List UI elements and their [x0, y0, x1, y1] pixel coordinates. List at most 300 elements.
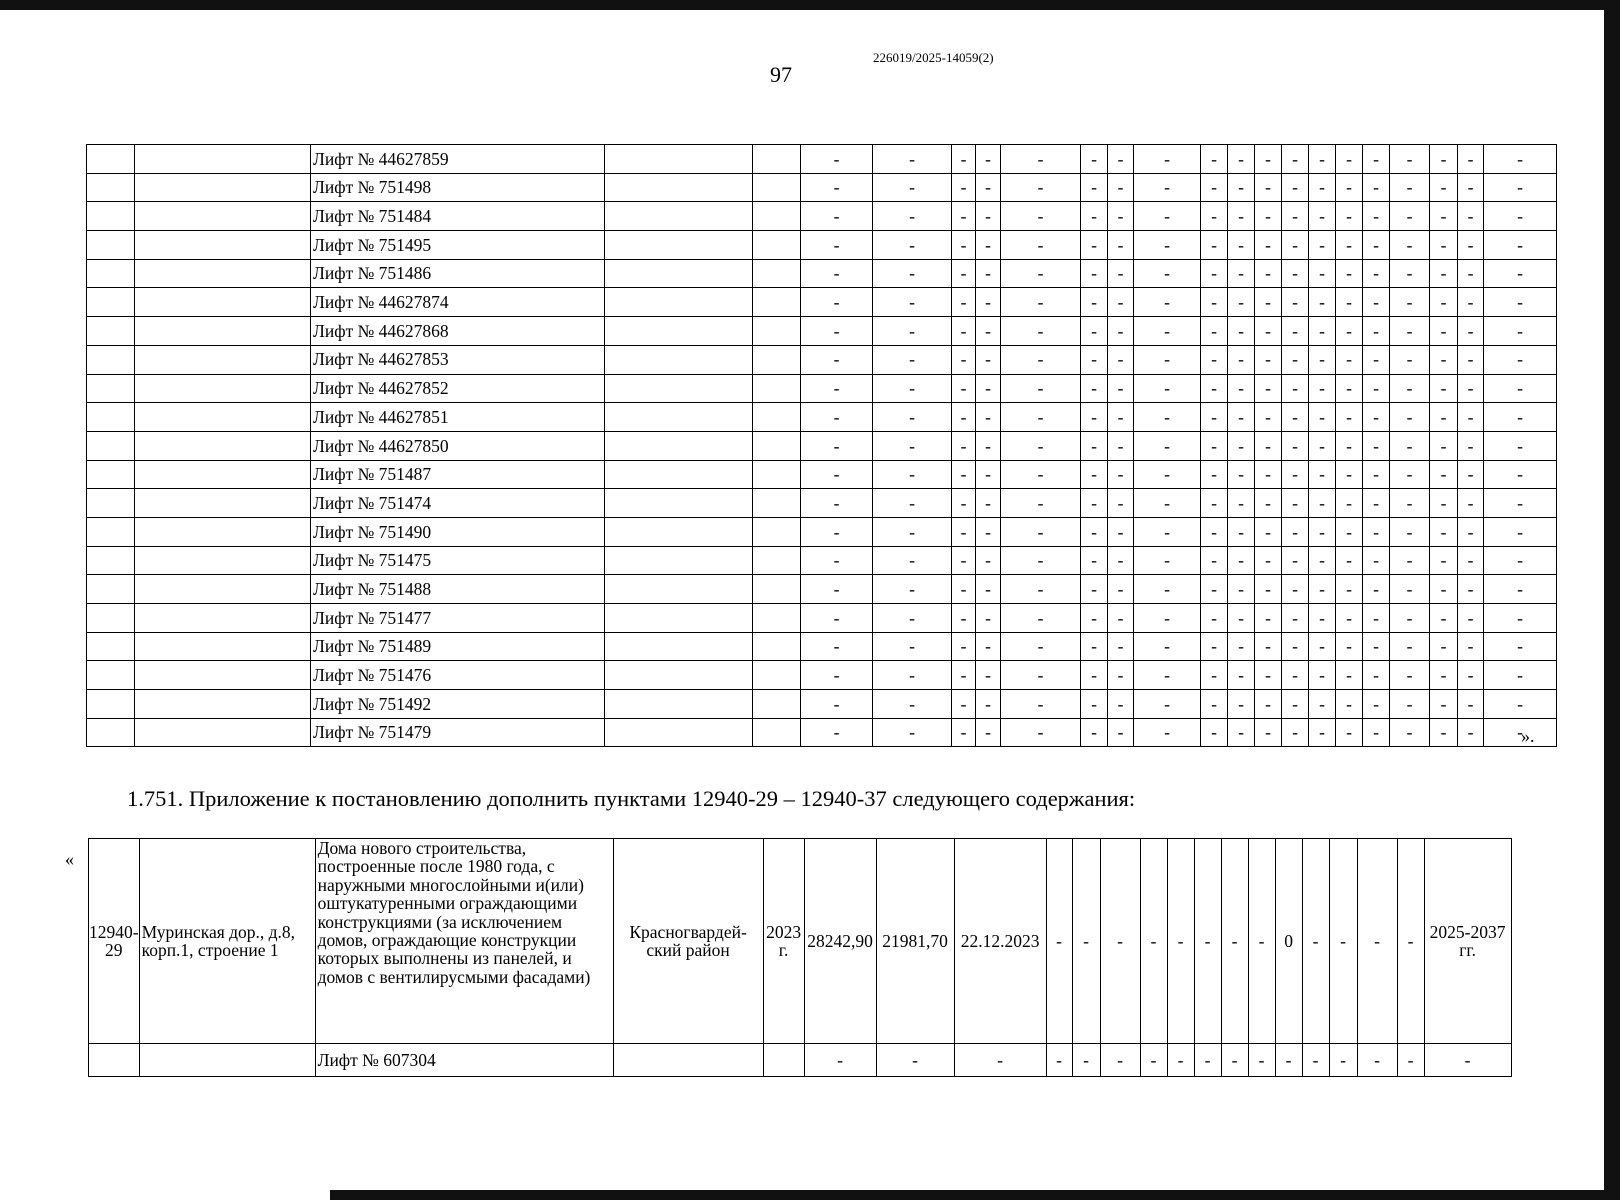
dash-cell: -	[1484, 431, 1557, 460]
dash-cell: -	[1081, 231, 1108, 260]
empty-cell	[753, 517, 801, 546]
table-row	[87, 489, 1557, 518]
value-a-cell: 28242,90	[804, 839, 876, 1044]
dash-cell: -	[1255, 718, 1282, 747]
lift-label: Лифт № 751498	[311, 173, 605, 202]
empty-cell	[605, 661, 753, 690]
empty-cell	[87, 403, 135, 432]
dash-cell: -	[1201, 431, 1228, 460]
empty-cell	[753, 575, 801, 604]
dash-cell: -	[1134, 288, 1201, 317]
dash-cell: -	[1430, 546, 1458, 575]
table-row	[87, 661, 1557, 690]
lift-label: Лифт № 44627851	[311, 403, 605, 432]
dash-cell: -	[1108, 374, 1134, 403]
dash-cell: -	[1390, 317, 1430, 346]
dash-cell: -	[801, 345, 873, 374]
dash-cell: -	[1081, 575, 1108, 604]
flag-cell: -	[1072, 839, 1100, 1044]
table-row	[87, 345, 1557, 374]
dash-cell: -	[1228, 632, 1255, 661]
dash-cell: -	[1484, 632, 1557, 661]
dash-cell: -	[976, 145, 1001, 174]
dash-cell: -	[1390, 202, 1430, 231]
dash-cell: -	[1430, 317, 1458, 346]
dash-cell: -	[1484, 690, 1557, 719]
dash-cell: -	[1336, 202, 1363, 231]
empty-cell	[87, 632, 135, 661]
dash-cell: -	[1081, 317, 1108, 346]
dash-cell: -	[1081, 661, 1108, 690]
dash-cell: -	[1309, 517, 1336, 546]
dash-cell: -	[1282, 173, 1309, 202]
dash-cell: -	[1255, 604, 1282, 633]
dash-cell: -	[1390, 604, 1430, 633]
dash-cell: -	[1201, 460, 1228, 489]
empty-cell	[605, 345, 753, 374]
dash-cell: -	[801, 231, 873, 260]
dash-cell: -	[1390, 690, 1430, 719]
dash-cell: -	[1001, 718, 1081, 747]
dash-cell: -	[1390, 173, 1430, 202]
dash-cell: -	[801, 317, 873, 346]
table-row	[87, 259, 1557, 288]
table-row	[87, 632, 1557, 661]
dash-cell: -	[1363, 718, 1390, 747]
dash-cell: -	[1134, 575, 1201, 604]
dash-cell: -	[1458, 259, 1484, 288]
dash-cell: -	[1309, 661, 1336, 690]
dash-cell: -	[952, 374, 976, 403]
dash-cell: -	[952, 460, 976, 489]
lift-label: Лифт № 751475	[311, 546, 605, 575]
dash-cell: -	[1390, 460, 1430, 489]
empty-cell	[605, 403, 753, 432]
dash-cell: -	[1134, 231, 1201, 260]
dash-cell: -	[1282, 604, 1309, 633]
dash-cell: -	[1390, 718, 1430, 747]
dash-cell: -	[976, 345, 1001, 374]
dash-cell: -	[1201, 403, 1228, 432]
dash-cell: -	[1201, 317, 1228, 346]
lift-label: Лифт № 751490	[311, 517, 605, 546]
dash-cell: -	[1001, 546, 1081, 575]
dash-cell: -	[1458, 604, 1484, 633]
dash-cell: -	[1336, 460, 1363, 489]
dash-cell: -	[1430, 632, 1458, 661]
dash-cell: -	[1484, 374, 1557, 403]
dash-cell: -	[801, 661, 873, 690]
dash-cell: -	[1140, 1044, 1167, 1077]
dash-cell: -	[1430, 173, 1458, 202]
flag-cell: -	[1100, 839, 1140, 1044]
table-row	[89, 839, 1512, 1044]
empty-cell	[753, 345, 801, 374]
dash-cell: -	[873, 403, 952, 432]
lift-label: Лифт № 751479	[311, 718, 605, 747]
dash-cell: -	[1363, 460, 1390, 489]
dash-cell: -	[1081, 145, 1108, 174]
dash-cell: -	[1081, 690, 1108, 719]
dash-cell: -	[1458, 403, 1484, 432]
dash-cell: -	[1001, 317, 1081, 346]
dash-cell: -	[1001, 661, 1081, 690]
dash-cell: -	[1081, 632, 1108, 661]
dash-cell: -	[1228, 259, 1255, 288]
dash-cell: -	[1001, 431, 1081, 460]
dash-cell: -	[952, 632, 976, 661]
dash-cell: -	[1458, 632, 1484, 661]
lift-label: Лифт № 44627868	[311, 317, 605, 346]
dash-cell: -	[1108, 431, 1134, 460]
dash-cell: -	[1255, 690, 1282, 719]
empty-cell	[87, 288, 135, 317]
empty-cell	[753, 661, 801, 690]
dash-cell: -	[1336, 604, 1363, 633]
dash-cell: -	[976, 718, 1001, 747]
dash-cell: -	[1228, 173, 1255, 202]
dash-cell: -	[1001, 632, 1081, 661]
dash-cell: -	[952, 690, 976, 719]
dash-cell: -	[1282, 202, 1309, 231]
dash-cell: -	[1484, 231, 1557, 260]
dash-cell: -	[1363, 661, 1390, 690]
dash-cell: -	[1108, 460, 1134, 489]
dash-cell: -	[1363, 403, 1390, 432]
empty-cell	[87, 604, 135, 633]
dash-cell: -	[976, 460, 1001, 489]
dash-cell: -	[952, 403, 976, 432]
amendment-table	[88, 838, 1512, 1077]
dash-cell: -	[1228, 661, 1255, 690]
dash-cell: -	[1282, 374, 1309, 403]
dash-cell: -	[873, 575, 952, 604]
empty-cell	[605, 546, 753, 575]
dash-cell: -	[1255, 317, 1282, 346]
empty-cell	[87, 690, 135, 719]
item-number: 12940-29	[89, 839, 140, 1044]
lift-label: Лифт № 751488	[311, 575, 605, 604]
dash-cell: -	[1309, 604, 1336, 633]
empty-cell	[135, 690, 311, 719]
empty-cell	[135, 431, 311, 460]
dash-cell: -	[873, 632, 952, 661]
empty-cell	[753, 202, 801, 231]
dash-cell: -	[1001, 374, 1081, 403]
dash-cell: -	[1201, 259, 1228, 288]
dash-cell: -	[1201, 202, 1228, 231]
dash-cell: -	[1134, 145, 1201, 174]
dash-cell: -	[1336, 489, 1363, 518]
dash-cell: -	[1458, 173, 1484, 202]
dash-cell: -	[1108, 345, 1134, 374]
table-row	[87, 575, 1557, 604]
dash-cell: -	[976, 546, 1001, 575]
empty-cell	[605, 690, 753, 719]
dash-cell: -	[1134, 317, 1201, 346]
lift-label: Лифт № 751477	[311, 604, 605, 633]
dash-cell: -	[1430, 374, 1458, 403]
dash-cell: -	[1458, 690, 1484, 719]
dash-cell: -	[976, 317, 1001, 346]
dash-cell: -	[1336, 690, 1363, 719]
dash-cell: -	[1255, 575, 1282, 604]
dash-cell: -	[976, 690, 1001, 719]
dash-cell: -	[1363, 202, 1390, 231]
dash-cell: -	[873, 460, 952, 489]
dash-cell: -	[1081, 202, 1108, 231]
dash-cell: -	[1484, 546, 1557, 575]
dash-cell: -	[1357, 1044, 1397, 1077]
dash-cell: -	[801, 546, 873, 575]
dash-cell: -	[1255, 431, 1282, 460]
empty-cell	[605, 202, 753, 231]
dash-cell: -	[1458, 546, 1484, 575]
dash-cell: -	[1201, 173, 1228, 202]
dash-cell: -	[801, 489, 873, 518]
dash-cell: -	[1458, 202, 1484, 231]
table-row	[87, 718, 1557, 747]
dash-cell: -	[1309, 575, 1336, 604]
dash-cell: -	[1201, 690, 1228, 719]
dash-cell: -	[1282, 575, 1309, 604]
dash-cell: -	[952, 604, 976, 633]
empty-cell	[605, 317, 753, 346]
dash-cell: -	[1228, 403, 1255, 432]
dash-cell: -	[1081, 718, 1108, 747]
dash-cell: -	[1255, 661, 1282, 690]
dash-cell: -	[1336, 517, 1363, 546]
dash-cell: -	[1282, 403, 1309, 432]
dash-cell: -	[1108, 517, 1134, 546]
dash-cell: -	[1458, 517, 1484, 546]
dash-cell: -	[1228, 546, 1255, 575]
dash-cell: -	[1228, 575, 1255, 604]
dash-cell: -	[1458, 345, 1484, 374]
empty-cell	[135, 661, 311, 690]
empty-cell	[87, 202, 135, 231]
dash-cell: -	[801, 145, 873, 174]
dash-cell: -	[1282, 517, 1309, 546]
dash-cell: -	[1458, 575, 1484, 604]
dash-cell: -	[1309, 489, 1336, 518]
address-cell: Муринская дор., д.8, корп.1, строение 1	[139, 839, 315, 1044]
dash-cell: -	[952, 546, 976, 575]
dash-cell: -	[1201, 374, 1228, 403]
empty-cell	[135, 317, 311, 346]
empty-cell	[87, 231, 135, 260]
dash-cell: -	[1001, 489, 1081, 518]
flag-cell: -	[1248, 839, 1275, 1044]
dash-cell: -	[1046, 1044, 1072, 1077]
dash-cell: -	[976, 575, 1001, 604]
dash-cell: -	[801, 173, 873, 202]
empty-cell	[87, 317, 135, 346]
dash-cell: -	[976, 288, 1001, 317]
dash-cell: -	[1430, 345, 1458, 374]
dash-cell: -	[1108, 690, 1134, 719]
period-cell: 2025-2037 гг.	[1424, 839, 1511, 1044]
flag-cell: -	[1194, 839, 1221, 1044]
dash-cell: -	[1282, 431, 1309, 460]
dash-cell: -	[1248, 1044, 1275, 1077]
dash-cell: -	[1363, 259, 1390, 288]
dash-cell: -	[1390, 403, 1430, 432]
table-row	[87, 546, 1557, 575]
dash-cell: -	[976, 259, 1001, 288]
dash-cell: -	[804, 1044, 876, 1077]
empty-cell	[87, 374, 135, 403]
dash-cell: -	[1255, 489, 1282, 518]
empty-cell	[753, 546, 801, 575]
dash-cell: -	[1255, 403, 1282, 432]
dash-cell: -	[1363, 231, 1390, 260]
lift-label: Лифт № 44627874	[311, 288, 605, 317]
dash-cell: -	[801, 517, 873, 546]
empty-cell	[753, 632, 801, 661]
dash-cell: -	[952, 431, 976, 460]
table-row	[87, 317, 1557, 346]
dash-cell: -	[873, 231, 952, 260]
dash-cell: -	[1081, 604, 1108, 633]
page-number: 97	[770, 62, 792, 87]
dash-cell: -	[801, 403, 873, 432]
dash-cell: -	[1336, 661, 1363, 690]
empty-cell	[605, 575, 753, 604]
dash-cell: -	[1282, 690, 1309, 719]
dash-cell: -	[1108, 202, 1134, 231]
lift-label: Лифт № 751474	[311, 489, 605, 518]
scan-border-bottom	[330, 1190, 1620, 1200]
dash-cell: -	[1001, 403, 1081, 432]
dash-cell: -	[1255, 517, 1282, 546]
dash-cell: -	[1363, 431, 1390, 460]
building-type-cell: Дома нового строительства, построенные после 1980 года, с наружными многослойными и(или) оштукатуренными ограждающими конструкциями (за исключением домов, ограждающие конструкции которых выполнены из панелей, и домов с вентилирусмыми фасадами)	[315, 839, 613, 1044]
dash-cell: -	[1228, 517, 1255, 546]
dash-cell: -	[1255, 145, 1282, 174]
dash-cell: -	[1430, 575, 1458, 604]
lift-label: Лифт № 751489	[311, 632, 605, 661]
dash-cell: -	[1430, 517, 1458, 546]
dash-cell: -	[1484, 661, 1557, 690]
empty-cell	[605, 431, 753, 460]
dash-cell: -	[1484, 288, 1557, 317]
table-row	[87, 517, 1557, 546]
empty-cell	[87, 345, 135, 374]
empty-cell	[135, 173, 311, 202]
dash-cell: -	[1309, 145, 1336, 174]
dash-cell: -	[801, 718, 873, 747]
flag-cell: -	[1302, 839, 1329, 1044]
dash-cell: -	[801, 259, 873, 288]
dash-cell: -	[952, 661, 976, 690]
empty-cell	[763, 1044, 804, 1077]
dash-cell: -	[1134, 690, 1201, 719]
table-row	[87, 173, 1557, 202]
empty-cell	[753, 489, 801, 518]
flag-cell: -	[1046, 839, 1072, 1044]
dash-cell: -	[1282, 489, 1309, 518]
flag-cell: -	[1357, 839, 1397, 1044]
dash-cell: -	[1108, 403, 1134, 432]
dash-cell: -	[1134, 374, 1201, 403]
dash-cell: -	[1134, 173, 1201, 202]
dash-cell: -	[976, 202, 1001, 231]
empty-cell	[135, 546, 311, 575]
dash-cell: -	[976, 604, 1001, 633]
empty-cell	[89, 1044, 140, 1077]
lift-label: Лифт № 751487	[311, 460, 605, 489]
dash-cell: -	[1458, 288, 1484, 317]
flag-cell: -	[1329, 839, 1357, 1044]
dash-cell: -	[1363, 517, 1390, 546]
dash-cell: -	[1108, 145, 1134, 174]
empty-cell	[753, 604, 801, 633]
dash-cell: -	[1309, 317, 1336, 346]
dash-cell: -	[1081, 489, 1108, 518]
dash-cell: -	[1363, 173, 1390, 202]
empty-cell	[605, 374, 753, 403]
dash-cell: -	[1275, 1044, 1302, 1077]
dash-cell: -	[1255, 546, 1282, 575]
dash-cell: -	[1228, 317, 1255, 346]
dash-cell: -	[1134, 489, 1201, 518]
dash-cell: -	[1201, 489, 1228, 518]
dash-cell: -	[1108, 231, 1134, 260]
dash-cell: -	[1001, 145, 1081, 174]
table-row	[87, 288, 1557, 317]
dash-cell: -	[1201, 345, 1228, 374]
dash-cell: -	[1397, 1044, 1424, 1077]
dash-cell: -	[1001, 575, 1081, 604]
dash-cell: -	[1430, 489, 1458, 518]
dash-cell: -	[801, 431, 873, 460]
dash-cell: -	[1201, 546, 1228, 575]
dash-cell: -	[801, 632, 873, 661]
lift-label: Лифт № 751492	[311, 690, 605, 719]
dash-cell: -	[1363, 374, 1390, 403]
dash-cell: -	[1484, 575, 1557, 604]
dash-cell: -	[1309, 690, 1336, 719]
dash-cell: -	[1390, 288, 1430, 317]
empty-cell	[605, 145, 753, 174]
dash-cell: -	[1484, 718, 1557, 747]
dash-cell: -	[1363, 575, 1390, 604]
empty-cell	[613, 1044, 763, 1077]
dash-cell: -	[1201, 718, 1228, 747]
table-row	[87, 403, 1557, 432]
dash-cell: -	[952, 575, 976, 604]
empty-cell	[753, 145, 801, 174]
empty-cell	[87, 517, 135, 546]
empty-cell	[605, 231, 753, 260]
dash-cell: -	[976, 632, 1001, 661]
dash-cell: -	[1390, 546, 1430, 575]
dash-cell: -	[952, 489, 976, 518]
empty-cell	[87, 259, 135, 288]
dash-cell: -	[1282, 460, 1309, 489]
dash-cell: -	[1430, 718, 1458, 747]
dash-cell: -	[1363, 546, 1390, 575]
dash-cell: -	[1363, 345, 1390, 374]
empty-cell	[753, 718, 801, 747]
dash-cell: -	[1081, 259, 1108, 288]
dash-cell: -	[1255, 231, 1282, 260]
dash-cell: -	[1430, 690, 1458, 719]
dash-cell: -	[1282, 632, 1309, 661]
dash-cell: -	[1255, 202, 1282, 231]
dash-cell: -	[1309, 546, 1336, 575]
